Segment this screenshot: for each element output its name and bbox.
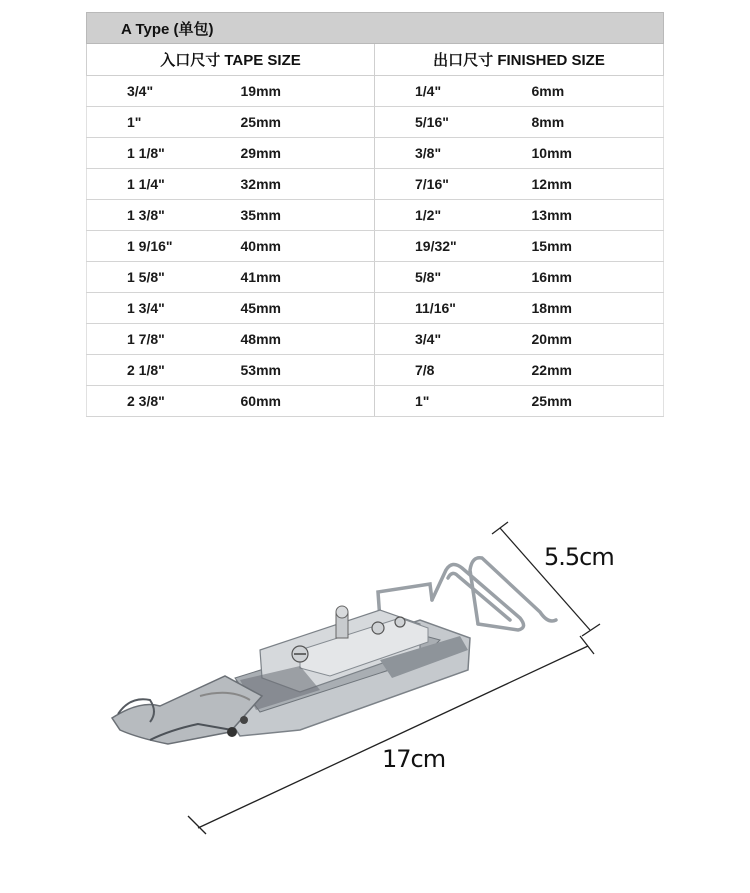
finished-size-inch-cell: 7/8 [375,355,530,386]
tape-size-inch-cell: 1 3/8" [87,200,237,231]
tape-size-mm-cell: 35mm [237,200,375,231]
finished-size-inch-cell: 1/4" [375,76,530,107]
finished-size-inch-cell: 19/32" [375,231,530,262]
tape-size-inch-cell: 2 1/8" [87,355,237,386]
finished-size-mm-cell: 15mm [530,231,664,262]
finished-size-inch-cell: 5/16" [375,107,530,138]
tape-size-mm-cell: 48mm [237,324,375,355]
finished-size-mm-cell: 8mm [530,107,664,138]
table-row [87,324,664,355]
tape-size-mm-cell: 60mm [237,386,375,417]
tape-size-inch-cell: 1 5/8" [87,262,237,293]
table-row [87,138,664,169]
width-dimension-label: 5.5cm [544,543,614,571]
table-title-row [87,13,664,44]
tape-size-inch-cell: 2 3/8" [87,386,237,417]
finished-size-inch-cell: 5/8" [375,262,530,293]
finished-size-mm-cell: 6mm [530,76,664,107]
finished-size-mm-cell: 13mm [530,200,664,231]
table-row [87,200,664,231]
finished-size-mm-cell: 18mm [530,293,664,324]
tape-size-mm-cell: 19mm [237,76,375,107]
finished-size-inch-cell: 1/2" [375,200,530,231]
table-row [87,76,664,107]
length-dimension-label: 17cm [382,745,446,773]
finished-size-inch-cell: 1" [375,386,530,417]
tape-size-inch-cell: 1 7/8" [87,324,237,355]
table-row [87,355,664,386]
tape-size-mm-cell: 25mm [237,107,375,138]
table-row [87,107,664,138]
tape-size-mm-cell: 40mm [237,231,375,262]
table-title: A Type (单包) [87,13,664,44]
finished-size-inch-cell: 3/4" [375,324,530,355]
tape-size-mm-cell: 32mm [237,169,375,200]
finished-size-mm-cell: 16mm [530,262,664,293]
binder-attachment-figure [0,500,750,880]
tape-size-mm-cell: 53mm [237,355,375,386]
finished-size-inch-cell: 11/16" [375,293,530,324]
tape-size-mm-cell: 41mm [237,262,375,293]
tape-size-inch-cell: 1 9/16" [87,231,237,262]
finished-size-mm-cell: 20mm [530,324,664,355]
finished-size-inch-cell: 7/16" [375,169,530,200]
tape-size-mm-cell: 45mm [237,293,375,324]
table-row [87,231,664,262]
tape-size-mm-cell: 29mm [237,138,375,169]
table-row [87,386,664,417]
table-row [87,293,664,324]
binder-body [210,606,470,736]
header-finished-size: 出口尺寸 FINISHED SIZE [375,44,664,76]
table-body [87,76,664,417]
finished-size-mm-cell: 22mm [530,355,664,386]
finished-size-mm-cell: 12mm [530,169,664,200]
finished-size-mm-cell: 25mm [530,386,664,417]
tape-size-inch-cell: 1" [87,107,237,138]
table-row [87,262,664,293]
finished-size-mm-cell: 10mm [530,138,664,169]
header-tape-size: 入口尺寸 TAPE SIZE [87,44,375,76]
table-header-row [87,44,664,76]
tape-size-inch-cell: 1 1/8" [87,138,237,169]
tape-size-inch-cell: 1 3/4" [87,293,237,324]
size-spec-table [86,12,664,417]
table-row [87,169,664,200]
tape-size-inch-cell: 1 1/4" [87,169,237,200]
tape-size-inch-cell: 3/4" [87,76,237,107]
finished-size-inch-cell: 3/8" [375,138,530,169]
